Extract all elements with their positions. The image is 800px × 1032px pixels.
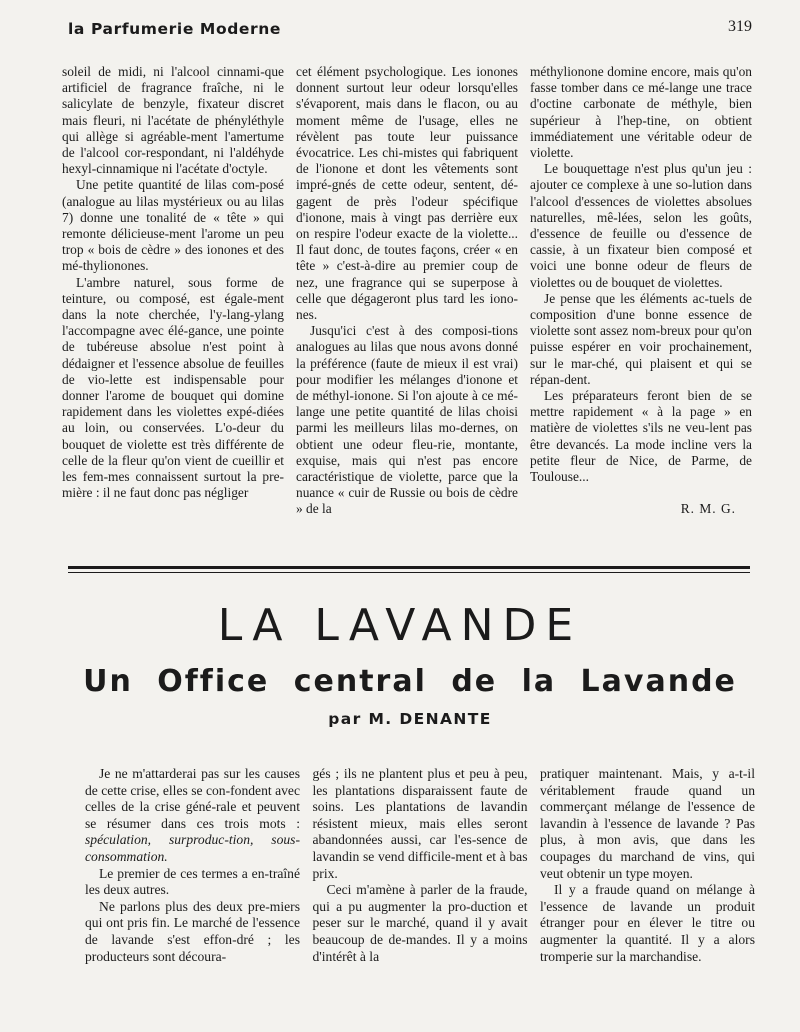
article-subtitle: Un Office central de la Lavande	[83, 664, 737, 699]
column-2	[296, 64, 518, 554]
section-divider-thick	[68, 566, 750, 569]
column-3	[540, 766, 755, 966]
article-byline: par M. DENANTE	[328, 710, 492, 728]
paragraph	[85, 766, 300, 866]
paragraph-text: Je ne m'attarderai pas sur les causes de cette crise, elles se con-fondent avec celles de la crise géné-rale et peuvent se résumer dans ces trois mots :	[85, 766, 300, 831]
section-divider-thin	[68, 572, 750, 573]
paragraph: Une petite quantité de lilas com-posé (analogue au lilas mystérieux ou au lilas 7) donne une tonalité de « tête » qui remonte délicieuse-ment l'arome un peu trop « bois de cèdre » des ionones et des mé-thylionones.	[62, 177, 284, 274]
emphasis-text: spéculation, surproduc-tion, sous-consommation.	[85, 832, 300, 864]
page-number: 319	[728, 18, 752, 35]
paragraph: cet élément psychologique. Les ionones donnent surtout leur odeur lorsqu'elles s'évaporent, mais dans le flacon, ou au moment même de l'usage, elles ne révèlent pas toute leur puissance évocatrice. Les chi-mistes qui fabriquent de l'ionone et dont les vêtements sont impré-gnés de cette odeur, sentent, dé-gagent de près l'odeur spécifique d'ionone, mais à vingt pas derrière eux on respire l'odeur exacte de la violette... Il faut donc, de toutes façons, créer « en tête » c'est-à-dire au premier coup de nez, une fragrance qui se superpose à celle que dégageront plus tard les iono-nes.	[296, 64, 518, 323]
paragraph: soleil de midi, ni l'alcool cinnami-que artificiel de fragrance fraîche, ni le salicylate de benzyle, fixateur discret mais fleuri, ni l'acétate de phényléthyle qui allège si agréable-ment l'amertume de l'alcool cor-respondant, ni l'aldéhyde hexyl-cinnamique ni l'acétate d'octyle.	[62, 64, 284, 177]
column-3	[530, 64, 752, 554]
paragraph: Jusqu'ici c'est à des composi-tions analogues au lilas que nous avons donné la préférence (faute de mieux il est vrai) pour modifier les mélanges d'ionone et de méthyl-ionone. Si l'on ajoute à ce mé-lange une petite quantité de lilas choisi parmi les meilleurs lilas mo-dernes, on obtient une odeur fleu-rie, montante, exquise, mais qui n'est pas encore caractéristique de violette, parce que la nuance « cuir de Russie ou bois de cèdre » de la	[296, 323, 518, 517]
paragraph: Le premier de ces termes a en-traîné les deux autres.	[85, 865, 300, 898]
paragraph: Ceci m'amène à parler de la fraude, qui a pu augmenter la pro-duction et peser sur le marché, quand il y avait beaucoup de de-mandes. Il y a moins d'intérêt à la	[312, 882, 528, 964]
journal-title: la Parfumerie Moderne	[68, 20, 281, 38]
column-1	[62, 64, 284, 554]
author-signature: R. M. G.	[680, 501, 736, 517]
paragraph: Les préparateurs feront bien de se mettre rapidement « à la page » en matière de violettes s'ils ne veu-lent pas être devancés. La mode incline vers la petite fleur de Nice, de Parme, de Toulouse...	[530, 388, 752, 485]
column-1	[85, 766, 300, 966]
column-2	[313, 766, 528, 966]
paragraph: Ne parlons plus des deux pre-miers qui ont pris fin. Le marché de l'essence de lavande s'est effon-dré ; les producteurs sont découra-	[85, 898, 300, 964]
article-title: LA LAVANDE	[217, 600, 583, 651]
paragraph: L'ambre naturel, sous forme de teinture, ou composé, est égale-ment dans la note cherchée, l'y-lang-ylang l'accompagne avec élé-gance, une pointe de tubéreuse absolue n'est point à dédaigner et l'essence absolue de feuilles de vio-lette est indispensable pour donner l'arome de bouquet qui domine rapidement dans les violettes expé-diées au loin, ou conservées. L'o-deur du bouquet de violette est très différente de celle de la fleur qu'on vient de cueillir et les fem-mes connaissent surtout la pre-mière : il ne faut donc pas négliger	[62, 274, 284, 501]
paragraph: Je pense que les éléments ac-tuels de composition d'une bonne essence de violette sont assez nom-breux pour qu'on puisse espérer en voir prochainement, sur le mar-ché, qui plaisent et qui se répan-dent.	[530, 290, 752, 387]
running-header	[68, 18, 752, 42]
paragraph: Le bouquettage n'est plus qu'un jeu : ajouter ce complexe à une so-lution dans l'alcool d'essences de violettes absolues naturelles, mê-lées, selon les goûts, d'essence de feuille ou d'essence de cassie, à un fixateur bien composé et voici une bonne odeur de fleurs de violettes ou de bouquet de violettes.	[530, 161, 752, 290]
paragraph: gés ; ils ne plantent plus et peu à peu, les plantations disparaissent faute de soins. Les plantations de lavandin résistent mieux, mais elles seront abandonnées aussi, car l'es-sence de lavandin se vend difficile-ment et à bas prix.	[312, 766, 528, 881]
paragraph: pratiquer maintenant. Mais, y a-t-il véritablement fraude quand un commerçant mélange de l'essence de lavandin à l'essence de lavande ? Pas plus, à mon avis, que dans les coupages du marchand de vins, qui veut obtenir un type moyen.	[540, 766, 755, 881]
article-lavande-columns	[85, 766, 755, 966]
paragraph: Il y a fraude quand on mélange à l'essence de lavande un produit étranger pour en élever le titre ou augmenter la quantité. Il y a alors tromperie sur la marchandise.	[540, 882, 755, 964]
paragraph: méthylionone domine encore, mais qu'on fasse tomber dans ce mé-lange une trace d'octine carbonate de méthyle, bien supérieur à l'hep-tine, on obtient immédiatement une véritable odeur de violette.	[530, 64, 752, 161]
article-violette-columns	[62, 64, 752, 554]
